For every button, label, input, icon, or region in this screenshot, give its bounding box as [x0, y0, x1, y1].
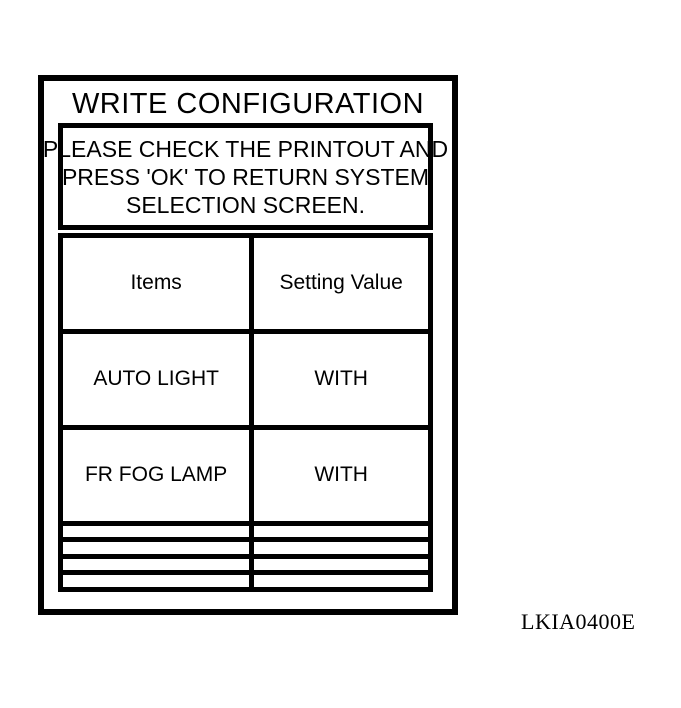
item-cell [61, 523, 252, 540]
message-box [42, 123, 449, 230]
figure-code: LKIA0400E [521, 609, 636, 634]
message-line: PLEASE CHECK THE PRINTOUT AND [42, 135, 449, 162]
column-header-setting-value: Setting Value [252, 236, 431, 332]
message-line: PRESS 'OK' TO RETURN SYSTEM [61, 163, 430, 190]
item-cell: AUTO LIGHT [61, 331, 252, 427]
item-cell: FR FOG LAMP [61, 427, 252, 523]
value-cell [252, 523, 431, 540]
table-header-row [61, 236, 431, 332]
message-line: SELECTION SCREEN. [126, 191, 365, 218]
write-configuration-screen [38, 75, 458, 615]
screen-title: WRITE CONFIGURATION [71, 88, 425, 120]
value-cell [252, 573, 431, 590]
value-cell [252, 556, 431, 573]
configuration-table [58, 233, 433, 592]
value-cell [252, 540, 431, 557]
table-row-empty [61, 573, 431, 590]
table-row-empty [61, 540, 431, 557]
item-cell [61, 556, 252, 573]
table-row [61, 427, 431, 523]
item-cell [61, 540, 252, 557]
table-row-empty [61, 556, 431, 573]
column-header-items: Items [61, 236, 252, 332]
table-row [61, 331, 431, 427]
value-cell: WITH [252, 331, 431, 427]
item-cell [61, 573, 252, 590]
value-cell: WITH [252, 427, 431, 523]
table-row-empty [61, 523, 431, 540]
